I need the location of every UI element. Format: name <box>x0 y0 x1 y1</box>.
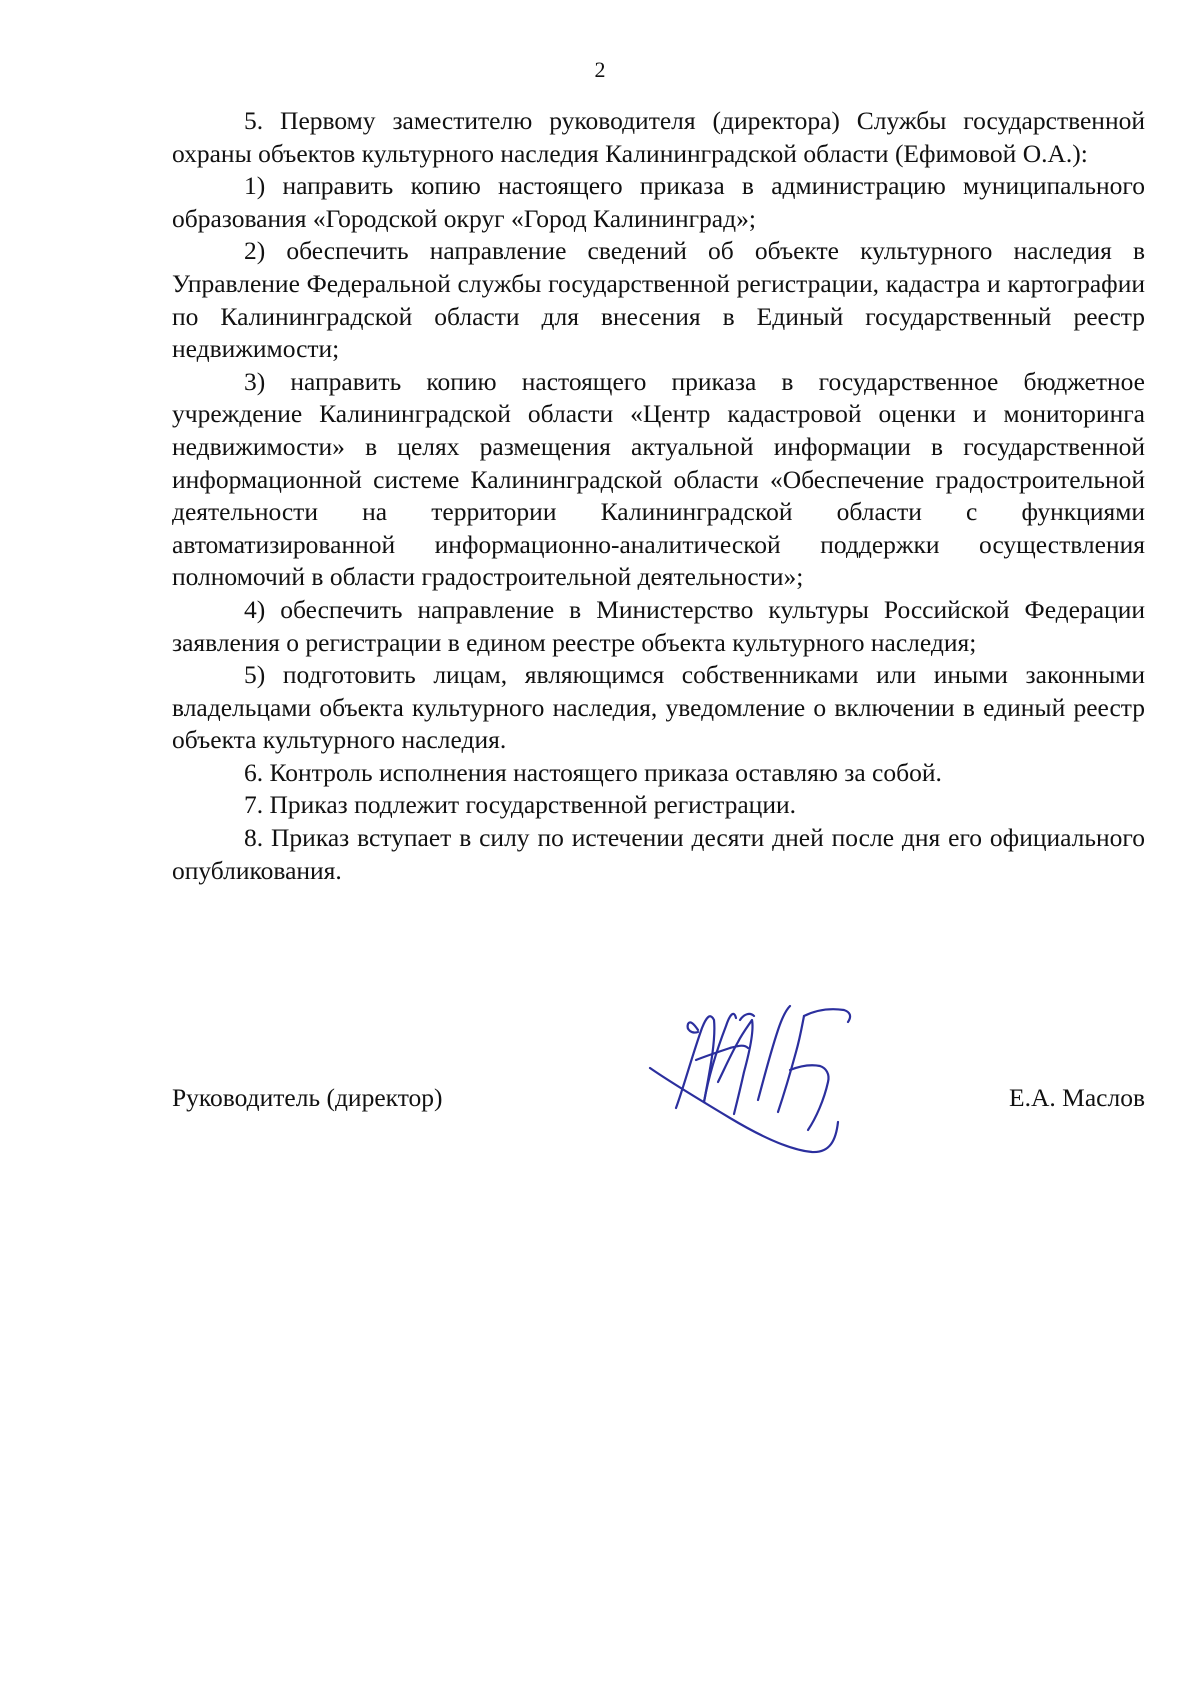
signatory-title: Руководитель (директор) <box>172 1083 443 1112</box>
paragraph-5: 5. Первому заместителю руководителя (директора) Службы государственной охраны объектов культурного наследия Калининградской области (Ефимовой О.А.): <box>172 106 1145 168</box>
document-body <box>172 105 1145 887</box>
paragraph-5-5: 5) подготовить лицам, являющимся собственниками или иными законными владельцами объекта культурного наследия, уведомление о включении в единый реестр объекта культурного наследия. <box>172 660 1145 755</box>
signatory-name: Е.А. Маслов <box>1009 1083 1145 1112</box>
paragraph-8: 8. Приказ вступает в силу по истечении десяти дней после дня его официального опубликования. <box>172 823 1145 885</box>
paragraph-5-4: 4) обеспечить направление в Министерство культуры Российской Федерации заявления о регистрации в едином реестре объекта культурного наследия; <box>172 594 1145 657</box>
paragraph-5-3: 3) направить копию настоящего приказа в государственное бюджетное учреждение Калининградской области «Центр кадастровой оценки и мониторинга недвижимости» в целях размещения актуальной информации в государственной информационной системе Калининградской области «Обеспечение градостроительной деятельности на территории Калининградской области с функциями автоматизированной информационно-аналитической поддержки осуществления полномочий в области градостроительной деятельности»; <box>172 366 1145 592</box>
handwritten-signature <box>640 990 880 1170</box>
paragraph-5-2: 2) обеспечить направление сведений об объекте культурного наследия в Управление Федеральной службы государственной регистрации, кадастра и картографии по Калининградской области для внесения в Единый государственный реестр недвижимости; <box>172 236 1145 364</box>
page-number: 2 <box>594 57 606 82</box>
paragraph-7: 7. Приказ подлежит государственной регистрации. <box>244 790 796 820</box>
paragraph-5-1: 1) направить копию настоящего приказа в администрацию муниципального образования «Городской округ «Город Калининград»; <box>172 171 1145 233</box>
paragraph-6: 6. Контроль исполнения настоящего приказа оставляю за собой. <box>244 757 942 787</box>
